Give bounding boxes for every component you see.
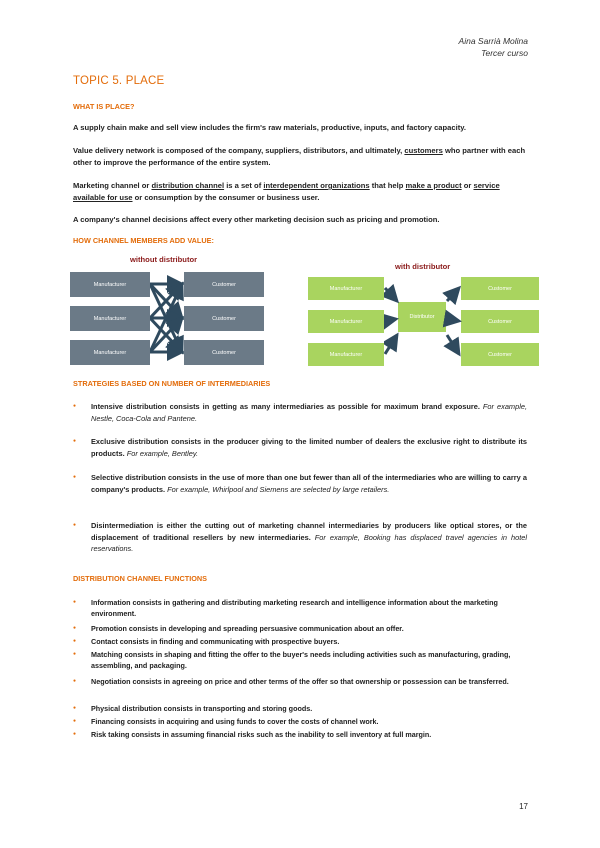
paragraph-value-delivery: Value delivery network is composed of the company, suppliers, distributors, and ultimately, customers who partner with each other to improve the performance of the entire system.	[73, 146, 526, 167]
course-name: Tercer curso	[481, 48, 528, 58]
page-title: TOPIC 5. PLACE	[73, 75, 165, 87]
direct-channel-arrows	[150, 272, 184, 366]
function-item: ● Matching consists in shaping and fitting the offer to the buyer's needs including activities such as manufacturing, grading, assembling, and packaging.	[91, 649, 527, 671]
function-item: ● Contact consists in finding and communicating with prospective buyers.	[91, 636, 527, 647]
heading-strategies: STRATEGIES BASED ON NUMBER OF INTERMEDIARIES	[73, 379, 271, 388]
bullet-disintermediation: ● Disintermediation is either the cutting out of marketing channel intermediaries by producers like optical stores, or the displacement of traditional resellers by new intermediaries. For example, Booking has displaced travel agencies in hotel reservations.	[91, 520, 527, 555]
customer-box: Customer	[184, 306, 264, 331]
distributor-channel-arrows	[384, 277, 464, 369]
bullet-intensive: ● Intensive distribution consists in getting as many intermediaries as possible for maximum brand exposure. For example, Nestle, Coca-Cola and Pantene.	[91, 401, 527, 424]
heading-what-is-place: WHAT IS PLACE?	[73, 102, 135, 111]
function-item: ● Information consists in gathering and distributing marketing research and intelligence information about the marketing environment.	[91, 597, 527, 619]
heading-channel-members: HOW CHANNEL MEMBERS ADD VALUE:	[73, 236, 214, 245]
paragraph-supply-chain: A supply chain make and sell view includes the firm's raw materials, productive, inputs, and factory capacity.	[73, 123, 467, 132]
author-block	[459, 35, 528, 59]
customer-box: Customer	[461, 277, 539, 300]
page-number: 17	[519, 802, 528, 811]
bullet-exclusive: ● Exclusive distribution consists in the producer giving to the limited number of dealers the exclusive right to distribute its products. For example, Bentley.	[91, 436, 527, 459]
paragraph-marketing-channel: Marketing channel or distribution channel is a set of interdependent organizations that help make a product or service available for use or consumption by the consumer or business user.	[73, 181, 500, 202]
paragraph-channel-decisions: A company's channel decisions affect every other marketing decision such as pricing and promotion.	[73, 215, 440, 224]
manufacturer-box: Manufacturer	[70, 340, 150, 365]
function-item: ● Physical distribution consists in transporting and storing goods.	[91, 703, 527, 714]
function-item: ● Risk taking consists in assuming financial risks such as the inability to sell inventory at full margin.	[91, 729, 527, 740]
customer-box: Customer	[184, 340, 264, 365]
function-item: ● Promotion consists in developing and spreading persuasive communication about an offer.	[91, 623, 527, 634]
distributor-box: Distributor	[398, 302, 446, 332]
manufacturer-box: Manufacturer	[308, 343, 384, 366]
manufacturer-box: Manufacturer	[70, 272, 150, 297]
customer-box: Customer	[461, 343, 539, 366]
function-item: ● Negotiation consists in agreeing on price and other terms of the offer so that ownership or possession can be transferred.	[91, 676, 527, 687]
function-item: ● Financing consists in acquiring and using funds to cover the costs of channel work.	[91, 716, 527, 727]
customer-box: Customer	[184, 272, 264, 297]
manufacturer-box: Manufacturer	[70, 306, 150, 331]
bullet-selective: ● Selective distribution consists in the use of more than one but fewer than all of the intermediaries who are willing to carry a company's products. For example, Whirlpool and Siemens are selected by large retailers.	[91, 472, 527, 495]
author-name: Aina Sarrià Molina	[458, 36, 528, 46]
manufacturer-box: Manufacturer	[308, 277, 384, 300]
manufacturer-box: Manufacturer	[308, 310, 384, 333]
diagram-left-title: without distributor	[130, 255, 198, 264]
diagram-right-title: with distributor	[395, 262, 451, 271]
customer-box: Customer	[461, 310, 539, 333]
heading-functions: DISTRIBUTION CHANNEL FUNCTIONS	[73, 574, 208, 583]
